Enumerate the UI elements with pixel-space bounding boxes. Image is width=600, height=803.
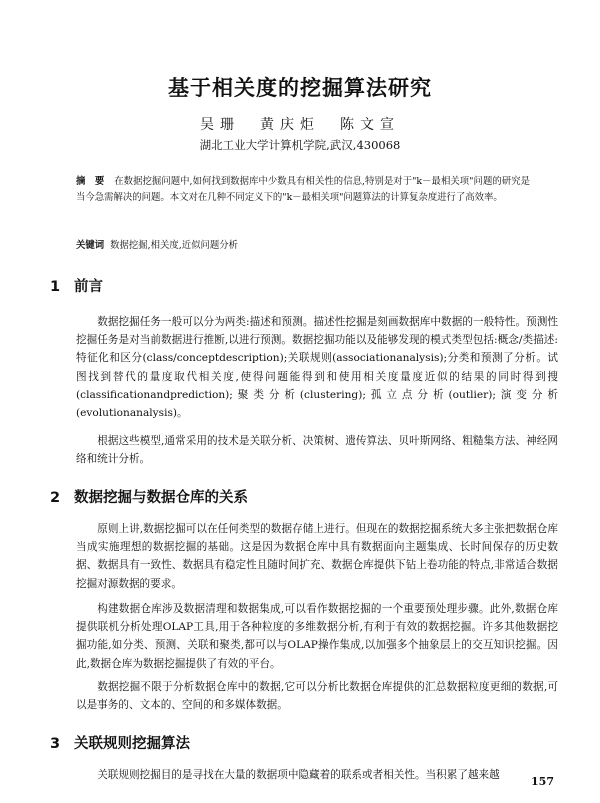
paragraph: 数据挖掘不限于分析数据仓库中的数据,它可以分析比数据仓库提供的汇总数据粒度更细的数据,可以是事务的、文本的、空间的和多媒体数据。 xyxy=(76,681,558,712)
abstract-text: 在数据挖掘问题中,如何找到数据库中少数具有相关性的信息,特别是对于"k－最相关项"问题的研究是当今急需解决的问题。本文对在几种不同定义下的"k－最相关项"问题算法的计算复杂度进行了高效率。 xyxy=(76,176,530,203)
keywords-label: 关键词 xyxy=(76,240,105,251)
abstract xyxy=(76,174,530,206)
paragraph: 构建数据仓库涉及数据清理和数据集成,可以看作数据挖掘的一个重要预处理步骤。此外,数据仓库提供联机分析处理OLAP工具,用于各种粒度的多维数据分析,有利于有效的数据挖掘。许多其他数据挖掘功能,如分类、预测、关联和聚类,都可以与OLAP操作集成,以加强多个抽象层上的交互知识挖掘。因此,数据仓库为数据挖掘提供了有效的平台。 xyxy=(76,603,558,670)
section-heading-3 xyxy=(50,732,190,753)
section-heading-2 xyxy=(50,486,248,507)
section-number: 3 xyxy=(50,736,61,752)
paper-title: 基于相关度的挖掘算法研究 xyxy=(168,76,432,100)
paragraph: 关联规则挖掘目的是寻找在大量的数据项中隐藏着的联系或者相关性。当积累了越来越 xyxy=(97,769,500,781)
paragraph: 根据这些模型,通常采用的技术是关联分析、决策树、遗传算法、贝叶斯网络、粗糙集方法、神经网络和统计分析。 xyxy=(76,435,558,466)
affiliation: 湖北工业大学计算机学院,武汉,430068 xyxy=(199,138,401,152)
section-title: 数据挖掘与数据仓库的关系 xyxy=(74,490,248,506)
abstract-label: 摘 要 xyxy=(76,176,105,187)
keywords xyxy=(76,238,530,254)
paragraph: 原则上讲,数据挖掘可以在任何类型的数据存储上进行。但现在的数据挖掘系统大多主张把数据仓库当成实施理想的数据挖掘的基础。这是因为数据仓库中具有数据面向主题集成、长时间保存的历史数据、数据具有一致性、数据具有稳定性且随时间扩充、数据仓库提供下钻上卷功能的特点,非常适合数据挖掘对源数据的要求。 xyxy=(76,523,558,590)
author-list: 吴珊 黄庆炬 陈文宣 xyxy=(200,117,400,133)
paragraph: 数据挖掘任务一般可以分为两类:描述和预测。描述性挖掘是刻画数据库中数据的一般特性。预测性挖掘任务是对当前数据进行推断,以进行预测。数据挖掘功能以及能够发现的模式类型包括:概念/类描述:特征化和区分(class/conceptdescription);关联规则(associationanalysis);分类和预测了分析。试图找到替代的量度取代相关度,使得问题能得到和使用相关度量度近似的结果的同时得到搜(classificationandprediction);聚类分析(clustering);孤立点分析(outlier);演变分析(evolutionanalysis)。 xyxy=(76,316,558,420)
section-title: 前言 xyxy=(74,279,103,295)
section-title: 关联规则挖掘算法 xyxy=(74,736,190,752)
section-number: 2 xyxy=(50,490,61,506)
keywords-text: 数据挖掘,相关度,近似问题分析 xyxy=(110,240,238,251)
section-number: 1 xyxy=(50,279,61,295)
section-heading-1 xyxy=(50,275,103,296)
page-number: 157 xyxy=(531,775,554,788)
